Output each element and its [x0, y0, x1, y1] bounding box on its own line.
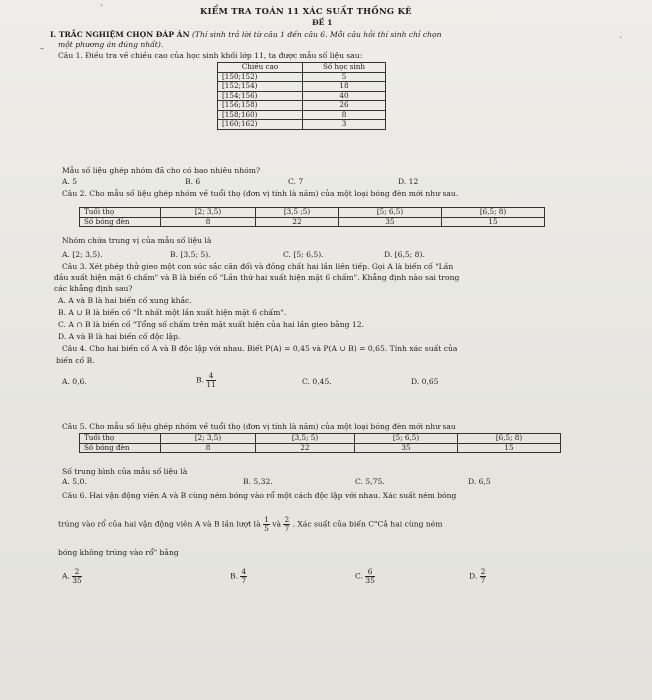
q1-question: Mẫu số liệu ghép nhóm đã cho có bao nhiêu nhóm? — [62, 166, 261, 175]
q5-option-d[interactable]: D. 6,5 — [468, 477, 491, 486]
q6-option-a-fraction: $\frac{2}{35}$ — [72, 567, 82, 585]
q3-option-a[interactable]: A. A và B là hai biến cố xung khắc. — [58, 296, 192, 305]
q3-stem-3: các khẳng định sau? — [54, 284, 133, 293]
table-row — [80, 208, 545, 218]
table-cell: [5; 6,5) — [355, 434, 458, 444]
table-cell: [158;160) — [218, 110, 303, 120]
q1-header-height: Chiều cao — [218, 63, 303, 73]
q1-option-c[interactable]: C. 7 — [288, 177, 304, 186]
table-cell: 26 — [303, 101, 386, 111]
table-cell: 15 — [442, 217, 545, 227]
table-cell: [6,5; 8) — [458, 434, 561, 444]
q6-stem-3: bóng không trúng vào rổ" bằng — [58, 548, 179, 557]
table-row — [218, 120, 386, 130]
table-row — [218, 82, 386, 92]
q2-option-c[interactable]: C. [5; 6,5). — [283, 250, 324, 259]
table-cell: Số bóng đèn — [80, 443, 161, 453]
q2-question: Nhóm chứa trung vị của mẫu số liệu là — [62, 236, 212, 245]
table-cell: 18 — [303, 82, 386, 92]
q5-table — [79, 433, 561, 453]
table-cell: 15 — [458, 443, 561, 453]
q4-option-b-fraction: $\frac{4}{11}$ — [206, 371, 216, 389]
q6-option-d-fraction: $\frac{2}{7}$ — [480, 567, 486, 585]
q6-option-c[interactable]: C. $\frac{6}{35}$ — [355, 567, 375, 585]
q6-option-b[interactable]: B. $\frac{4}{7}$ — [230, 567, 247, 585]
q4-option-d[interactable]: D. 0,65 — [411, 377, 439, 386]
table-cell: 40 — [303, 91, 386, 101]
q2-stem: Câu 2. Cho mẫu số liệu ghép nhóm về tuổi thọ (đơn vị tính là năm) của một loại bóng đèn mới như sau. — [62, 189, 459, 198]
table-cell: [6,5; 8) — [442, 208, 545, 218]
table-row — [80, 434, 561, 444]
q2-table — [79, 207, 545, 227]
table-cell: 35 — [355, 443, 458, 453]
table-cell: Tuổi thọ — [80, 434, 161, 444]
table-cell: 8 — [303, 110, 386, 120]
q5-option-c[interactable]: C. 5,75. — [355, 477, 385, 486]
q1-stem: Câu 1. Điều tra về chiều cao của học sinh khối lớp 11, ta được mẫu số liệu sau: — [58, 51, 363, 60]
table-cell: 5 — [303, 72, 386, 82]
stray-mark: ` — [100, 4, 104, 13]
table-cell: 22 — [256, 217, 339, 227]
q6-stem-2: trúng vào rổ của hai vận động viên A và B lần lượt là $\frac{1}{5}$ và $\frac{2}{7}$ . Xác suất của biến C"Cả hai cùng ném — [58, 515, 443, 533]
table-cell: [160;162) — [218, 120, 303, 130]
table-cell: 8 — [161, 443, 256, 453]
table-row — [80, 217, 545, 227]
table-cell: [152;154) — [218, 82, 303, 92]
table-cell: [3,5 ;5) — [256, 208, 339, 218]
q3-stem-1: Câu 3. Xét phép thử gieo một con súc sắc cân đối và đồng chất hai lần liên tiếp. Gọi A là biến cố "Lần — [62, 262, 454, 271]
q3-option-d[interactable]: D. A và B là hai biến cố độc lập. — [58, 332, 181, 341]
table-cell: [2; 3,5) — [161, 434, 256, 444]
q2-option-b[interactable]: B. [3,5; 5). — [170, 250, 211, 259]
q3-option-b[interactable]: B. A ∪ B là biến cố "Ít nhất một lần xuất hiện mặt 6 chấm". — [58, 308, 287, 317]
table-cell: [2; 3,5) — [161, 208, 256, 218]
q5-option-a[interactable]: A. 5,0. — [62, 477, 87, 486]
q6-stem-1: Câu 6. Hai vận động viên A và B cùng ném bóng vào rổ một cách độc lập với nhau. Xác suất ném bóng — [62, 491, 457, 500]
q6-prob-a: $\frac{1}{5}$ — [264, 515, 269, 533]
q5-stem: Câu 5. Cho mẫu số liệu ghép nhóm về tuổi thọ (đơn vị tính là năm) của một loại bóng đèn mới như sau — [62, 422, 456, 431]
stray-mark: – — [40, 44, 44, 53]
q6-prob-b: $\frac{2}{7}$ — [284, 515, 290, 533]
q2-option-a[interactable]: A. [2; 3,5). — [62, 250, 103, 259]
table-cell: Tuổi thọ — [80, 208, 161, 218]
table-row — [218, 63, 386, 73]
table-cell: Số bóng đèn — [80, 217, 161, 227]
q6-option-d[interactable]: D. $\frac{2}{7}$ — [469, 567, 486, 585]
table-row — [80, 443, 561, 453]
exam-code: ĐỀ 1 — [312, 18, 333, 27]
table-cell: [150;152) — [218, 72, 303, 82]
q3-option-c[interactable]: C. A ∩ B là biến cố "Tổng số chấm trên mặt xuất hiện của hai lần gieo bằng 12. — [58, 320, 364, 329]
q1-option-d[interactable]: D. 12 — [398, 177, 419, 186]
q6-option-b-fraction: $\frac{4}{7}$ — [241, 567, 247, 585]
stray-mark: , — [620, 32, 622, 39]
q1-header-students: Số học sinh — [303, 63, 386, 73]
table-row — [218, 101, 386, 111]
q4-option-c[interactable]: C. 0,45. — [302, 377, 332, 386]
table-cell: 35 — [339, 217, 442, 227]
q4-stem-1: Câu 4. Cho hai biến cố A và B độc lập với nhau. Biết P(A) = 0,45 và P(A ∪ B) = 0,65. Tính xác suất của — [62, 344, 458, 353]
q5-question: Số trung bình của mẫu số liệu là — [62, 467, 188, 476]
table-cell: 8 — [161, 217, 256, 227]
q4-stem-2: biến cố B. — [56, 356, 95, 365]
q6-option-a[interactable]: A. $\frac{2}{35}$ — [62, 567, 82, 585]
table-cell: [156;158) — [218, 101, 303, 111]
q3-stem-2: đầu xuất hiện mặt 6 chấm" và B là biến cố "Lần thứ hai xuất hiện mặt 6 chấm". Khẳng định nào sai trong — [54, 273, 460, 282]
q1-table — [217, 62, 386, 130]
q6-option-c-fraction: $\frac{6}{35}$ — [365, 567, 375, 585]
q2-option-d[interactable]: D. [6,5; 8). — [384, 250, 425, 259]
table-cell: [154;156) — [218, 91, 303, 101]
table-cell: [3,5; 5) — [256, 434, 355, 444]
q5-option-b[interactable]: B. 5,32. — [243, 477, 273, 486]
exam-title: KIỂM TRA TOÁN 11 XÁC SUẤT THỐNG KÊ — [200, 6, 412, 16]
table-cell: 22 — [256, 443, 355, 453]
q1-option-b[interactable]: B. 6 — [185, 177, 201, 186]
table-cell: [5; 6,5) — [339, 208, 442, 218]
q1-option-a[interactable]: A. 5 — [62, 177, 78, 186]
section-instruction-2: một phương án đúng nhất). — [58, 40, 164, 49]
section-heading: I. TRẮC NGHIỆM CHỌN ĐÁP ÁN (Thí sinh trả lời từ câu 1 đến câu 6. Mỗi câu hỏi thí sinh chỉ chọn — [50, 30, 442, 39]
q4-option-b[interactable]: B. $\frac{4}{11}$ — [196, 371, 216, 389]
table-cell: 3 — [303, 120, 386, 130]
q4-option-a[interactable]: A. 0,6. — [62, 377, 87, 386]
